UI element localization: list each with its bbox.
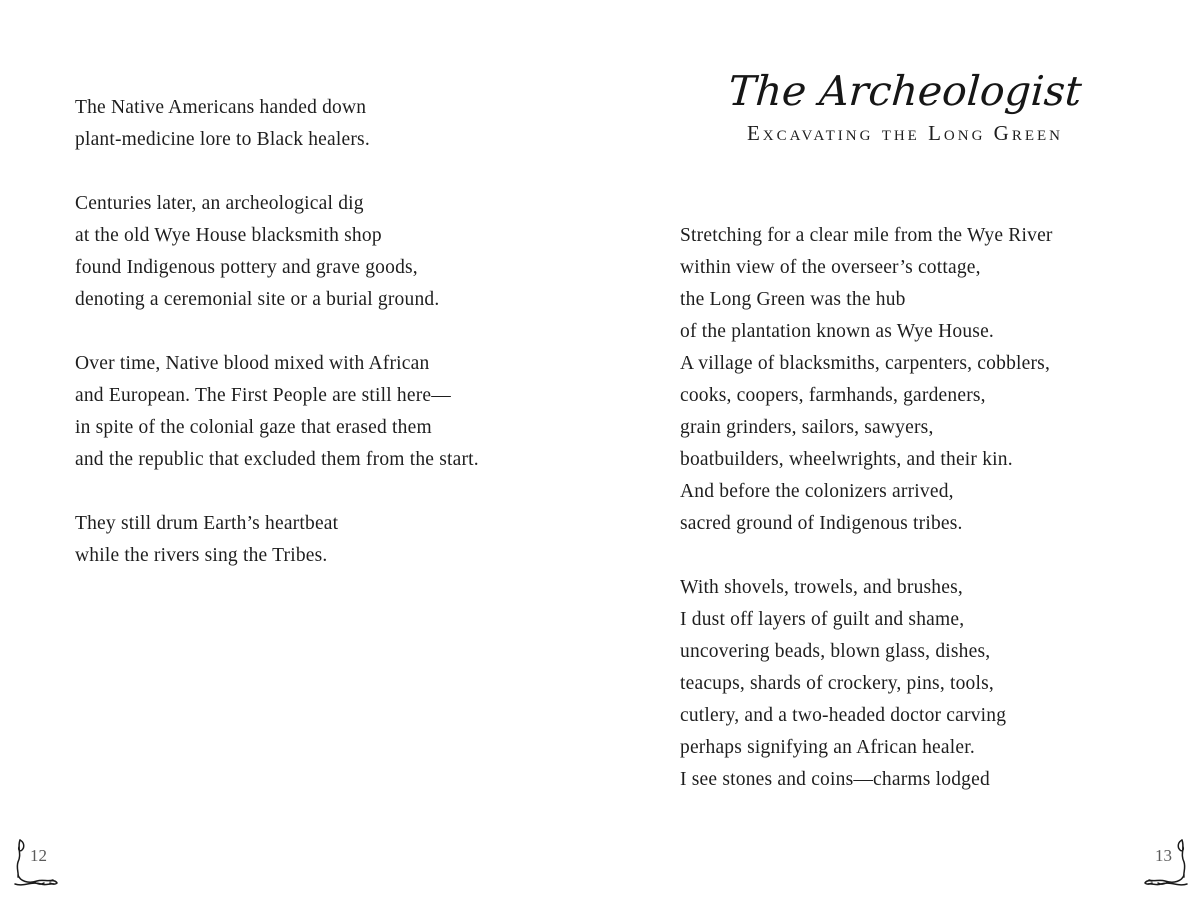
stanza <box>680 572 1120 796</box>
poem-line: cooks, coopers, farmhands, gardeners, <box>680 385 986 406</box>
poem-line: I dust off layers of guilt and shame, <box>680 609 965 630</box>
poem-line: perhaps signifying an African healer. <box>680 737 975 758</box>
poem-line: within view of the overseer’s cottage, <box>680 257 981 278</box>
poem-line: Centuries later, an archeological dig <box>75 193 364 214</box>
poem-line: uncovering beads, blown glass, dishes, <box>680 641 991 662</box>
poem-line: A village of blacksmiths, carpenters, cobblers, <box>680 353 1051 374</box>
poem-line: Stretching for a clear mile from the Wye River <box>680 225 1053 246</box>
poem-line: found Indigenous pottery and grave goods, <box>75 257 418 278</box>
poem-line: while the rivers sing the Tribes. <box>75 545 328 566</box>
poem-line: and European. The First People are still here— <box>75 385 451 406</box>
poem-line: plant-medicine lore to Black healers. <box>75 129 370 150</box>
poem-line: The Native Americans handed down <box>75 97 367 118</box>
stanza <box>75 92 555 156</box>
poem-subtitle: Excavating the Long Green <box>746 121 1064 145</box>
stanza <box>75 348 555 476</box>
stanza <box>75 188 555 316</box>
poem-line: and the republic that excluded them from the start. <box>75 449 479 470</box>
poem-header <box>610 64 1200 146</box>
left-page-poem <box>75 92 555 572</box>
poem-line: boatbuilders, wheelwrights, and their kin. <box>680 449 1013 470</box>
poem-line: I see stones and coins—charms lodged <box>680 769 990 790</box>
right-page-poem <box>680 220 1120 796</box>
poem-line: sacred ground of Indigenous tribes. <box>680 513 963 534</box>
poem-line: in spite of the colonial gaze that erased them <box>75 417 432 438</box>
poem-line: They still drum Earth’s heartbeat <box>75 513 339 534</box>
page-number: 12 <box>30 846 47 865</box>
poem-line: the Long Green was the hub <box>680 289 906 310</box>
poem-title: The Archeologist <box>726 67 1084 115</box>
poem-line: With shovels, trowels, and brushes, <box>680 577 963 598</box>
page-number: 13 <box>1155 846 1172 865</box>
poem-line: teacups, shards of crockery, pins, tools, <box>680 673 994 694</box>
stanza <box>75 508 555 572</box>
poem-line: at the old Wye House blacksmith shop <box>75 225 382 246</box>
right-folio <box>1134 834 1196 892</box>
poem-line: And before the colonizers arrived, <box>680 481 954 502</box>
poem-line: Over time, Native blood mixed with African <box>75 353 430 374</box>
stanza <box>680 220 1120 540</box>
poem-line: cutlery, and a two-headed doctor carving <box>680 705 1007 726</box>
poem-line: of the plantation known as Wye House. <box>680 321 995 342</box>
poem-line: denoting a ceremonial site or a burial ground. <box>75 289 440 310</box>
poem-line: grain grinders, sailors, sawyers, <box>680 417 934 438</box>
left-folio <box>6 834 68 892</box>
